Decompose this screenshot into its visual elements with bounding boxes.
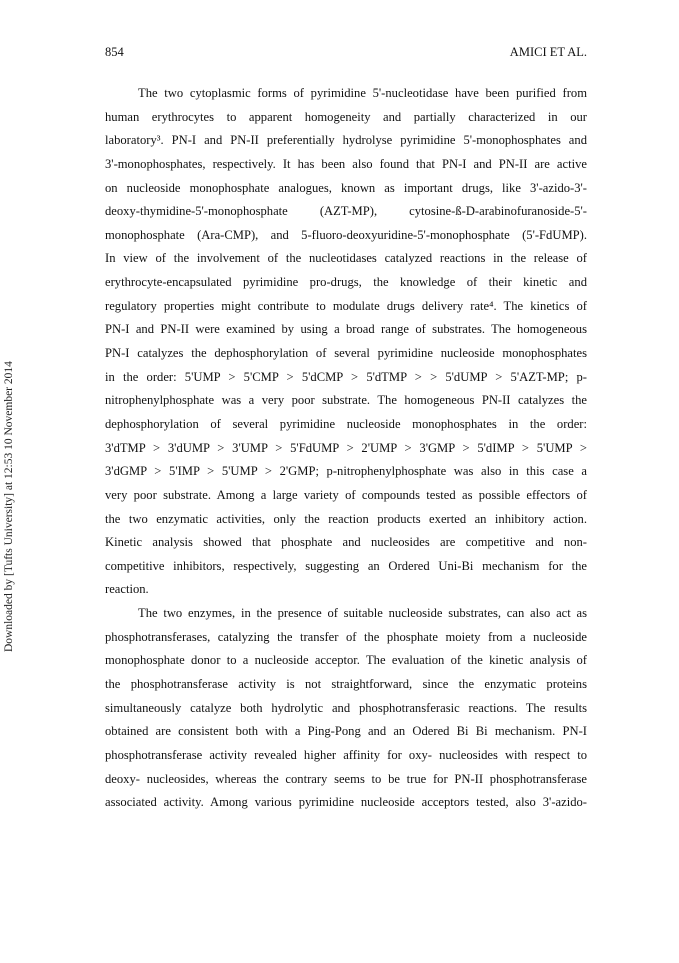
text-line: The two enzymes, in the presence of suitable nucleoside substrates, can also act as [138,606,587,621]
text-line: reaction. [105,582,149,597]
text-line: Kinetic analysis showed that phosphate and nucleosides are competitive and non- [105,535,587,550]
text-line: deoxy- nucleosides, whereas the contrary seems to be true for PN-II phosphotransferase [105,771,587,786]
paragraph [105,82,587,602]
paragraph [105,602,587,815]
text-line: phosphotransferase activity revealed higher affinity for oxy- nucleosides with respect to [105,747,587,762]
text-line: simultaneously catalyze both hydrolytic and phosphotransferasic reactions. The results [105,700,587,715]
running-head-authors: AMICI ET AL. [509,45,587,59]
running-head [105,45,587,60]
text-line: In view of the involvement of the nucleotidases catalyzed reactions in the release of [105,251,587,266]
text-line: the two enzymatic activities, only the reaction products exerted an inhibitory action. [105,511,587,526]
download-watermark [3,312,21,652]
text-line: the phosphotransferase activity is not straightforward, since the enzymatic proteins [105,677,587,692]
text-line: monophosphate donor to a nucleoside acceptor. The evaluation of the kinetic analysis of [105,653,587,668]
text-line: 3'dTMP > 3'dUMP > 3'UMP > 5'FdUMP > 2'UMP > 3'GMP > 5'dIMP > 5'UMP > [105,440,587,455]
text-line: The two cytoplasmic forms of pyrimidine 5'-nucleotidase have been purified from [138,86,587,100]
text-line: regulatory properties might contribute to modulate drugs delivery rate⁴. The kinetics of [105,298,587,313]
text-line: PN-I and PN-II were examined by using a broad range of substrates. The homogeneous [105,322,587,337]
text-line: deoxy-thymidine-5'-monophosphate (AZT-MP), cytosine-ß-D-arabinofuranoside-5'- [105,204,587,219]
page-number: 854 [105,45,124,59]
body-text [105,82,587,815]
text-line: nitrophenylphosphate was a very poor substrate. The homogeneous PN-II catalyzes the [105,393,587,408]
text-line: associated activity. Among various pyrimidine nucleoside acceptors tested, also 3'-azido- [105,795,587,810]
text-line: in the order: 5'UMP > 5'CMP > 5'dCMP > 5'dTMP > > 5'dUMP > 5'AZT-MP; p- [105,369,587,384]
text-line: phosphotransferases, catalyzing the transfer of the phosphate moiety from a nucleoside [105,629,587,644]
text-line: very poor substrate. Among a large variety of compounds tested as possible effectors of [105,487,587,502]
text-line: monophosphate (Ara-CMP), and 5-fluoro-deoxyuridine-5'-monophosphate (5'-FdUMP). [105,227,587,242]
text-line: on nucleoside monophosphate analogues, known as important drugs, like 3'-azido-3'- [105,180,587,195]
text-line: laboratory³. PN-I and PN-II preferentially hydrolyse pyrimidine 5'-monophosphates and [105,133,587,148]
text-line: PN-I catalyzes the dephosphorylation of several pyrimidine nucleoside monophosphates [105,346,587,361]
text-line: 3'-monophosphates, respectively. It has been also found that PN-I and PN-II are active [105,156,587,171]
text-line: human erythrocytes to apparent homogeneity and partially characterized in our [105,109,587,124]
watermark-text: Downloaded by [Tufts University] at 12:53 10 November 2014 [3,361,15,652]
text-line: erythrocyte-encapsulated pyrimidine pro-drugs, the knowledge of their kinetic and [105,275,587,290]
text-line: 3'dGMP > 5'IMP > 5'UMP > 2'GMP; p-nitrophenylphosphate was also in this case a [105,464,587,479]
text-line: obtained are consistent both with a Ping-Pong and an Odered Bi Bi mechanism. PN-I [105,724,587,739]
text-line: dephosphorylation of several pyrimidine nucleoside monophosphates in the order: [105,416,587,431]
text-line: competitive inhibitors, respectively, suggesting an Ordered Uni-Bi mechanism for the [105,558,587,573]
